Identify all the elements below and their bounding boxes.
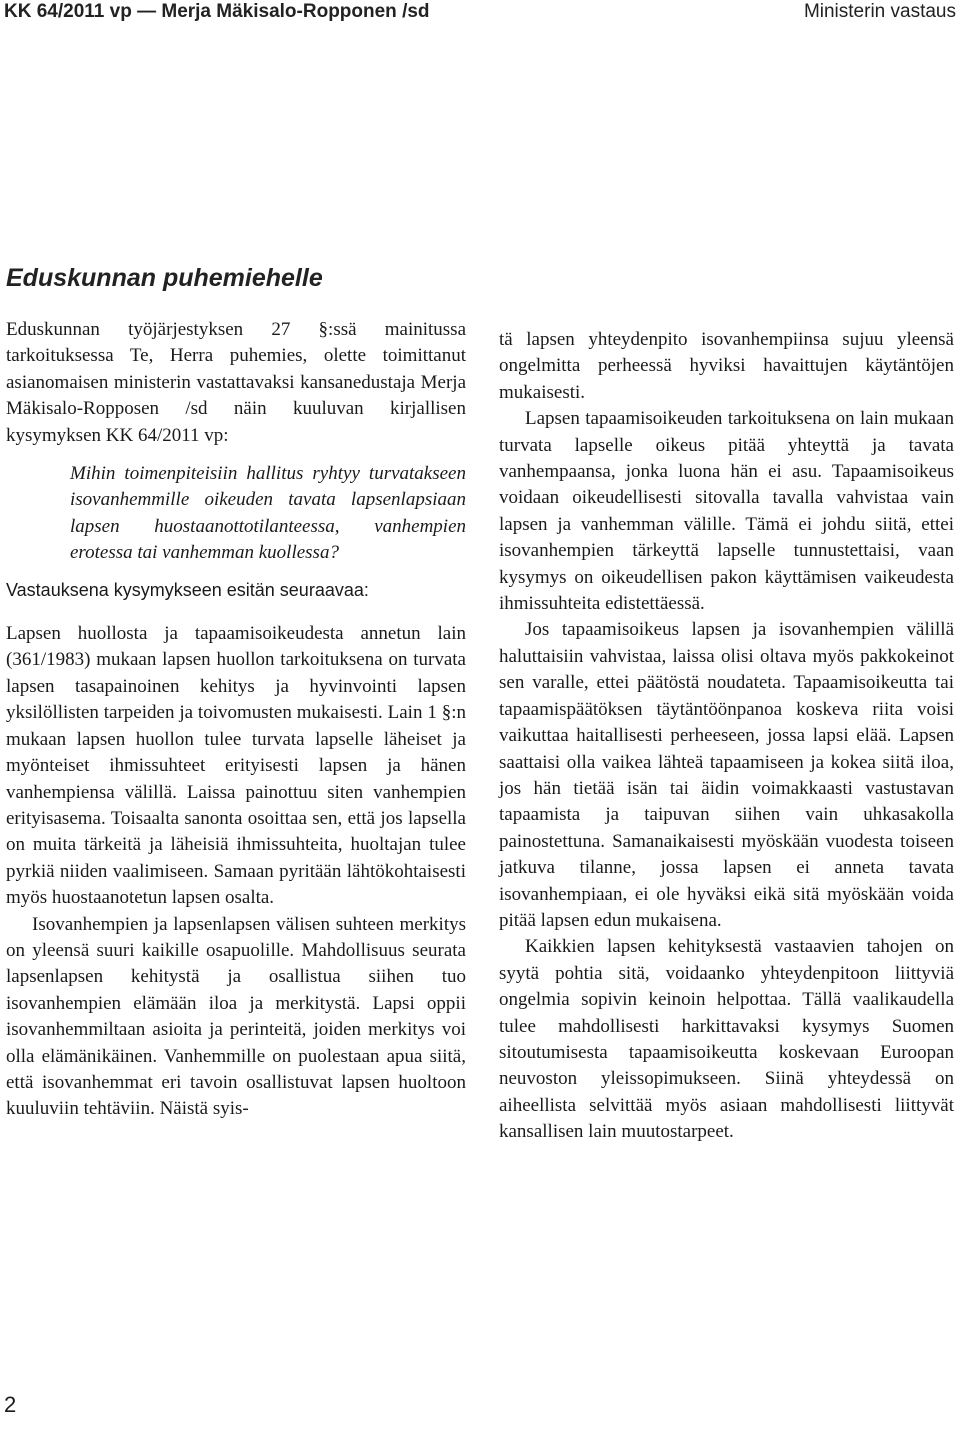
page-number: 2 [4, 1392, 17, 1417]
body-paragraph: Lapsen huollosta ja tapaamisoikeudesta annetun lain (361/1983) mukaan lapsen huollon tarkoituksena on turvata lapsen tasapainoinen kehitys ja hyvinvointi lapsen yksilöllisten tarpeiden ja toivomusten mukaisesti. Lain 1 §:n mukaan lapsen huollon tulee turvata lapselle läheiset ja myönteiset ihmissuhteet erityisesti lapsen ja hänen vanhempiensa välillä. Laissa painottuu siten vanhempien erityisasema. Toisaalta sanonta osoittaa sen, että jos lapsella on muita tärkeitä ja läheisiä ihmissuhteita, huoltajan tulee pyrkiä niiden vaalimiseen. Samaan pyritään lähtökohtaisesti myös huostaanotetun lapsen osalta. [6, 623, 466, 909]
question-text: Mihin toimenpiteisiin hallitus ryhtyy turvatakseen isovanhemmille oikeuden tavata lapsenlapsiaan lapsen huostaanottotilanteessa, vanhempien erotessa tai vanhemman kuollessa? [70, 463, 466, 564]
body-paragraph: Lapsen tapaamisoikeuden tarkoituksena on lain mukaan turvata lapselle oikeus pitää yhteyttä ja tavata vanhempaansa, jonka luona hän ei asu. Tapaamisoikeus voidaan oikeudellisesti sitovalla tavalla vahvistaa vain lapsen ja vanhemman välille. Tämä ei johdu siitä, ettei isovanhempien tärkeyttä lapselle tunnustettaisi, vaan kysymys on oikeudellisen pakon käyttämisen vaikeudesta ihmissuhteita edistettäessä. [499, 408, 954, 615]
right-column [499, 327, 954, 1146]
body-paragraph: tä lapsen yhteydenpito isovanhempiinsa sujuu yleensä ongelmitta perheessä hyviksi havaittujen käytäntöjen mukaisesti. [499, 329, 954, 403]
body-paragraph: Kaikkien lapsen kehityksestä vastaavien tahojen on syytä pohtia sitä, voidaanko yhteydenpitoon liittyviä ongelmia sopivin keinoin helpottaa. Tällä vaalikaudella tulee mahdollisesti harkittavaksi kysymys Suomen sitoutumisesta tapaamisoikeutta koskevaan Euroopan neuvoston yleissopimukseen. Siinä yhteydessä on aiheellista selvittää myös asiaan mahdollisesti liittyvät kansallisen lain muutostarpeet. [499, 936, 954, 1143]
page-header [4, 0, 956, 28]
header-document-id: KK 64/2011 vp — Merja Mäkisalo-Ropponen /sd [4, 1, 430, 22]
left-column [6, 317, 466, 1123]
body-paragraph: Jos tapaamisoikeus lapsen ja isovanhempien välillä haluttaisiin vahvistaa, laissa olisi oltava myös pakkokeinot sen varalle, ettei päätöstä noudateta. Tapaamisoikeutta tai tapaamispäätöksen täytäntöönpanoa koskeva riita voisi vaikuttaa haitallisesti perheeseen, jossa lapsi elää. Lapsen saattaisi olla vaikea lähteä tapaamiseen ja kokea siitä iloa, jos hän tietää isän tai äidin voimakkaasti vastustavan tapaamista ja taipuvan siihen vain uhkasakolla painostettuna. Samanaikaisesti myöskään vuodesta toiseen jatkuva tilanne, jossa lapsen ei anneta tavata isovanhempiaan, ei ole hyväksi eikä sitä myöskään voida pitää lapsen edun mukaisena. [499, 619, 954, 931]
intro-paragraph: Eduskunnan työjärjestyksen 27 §:ssä mainitussa tarkoituksessa Te, Herra puhemies, olette toimittanut asianomaisen ministerin vastattavaksi kansanedustaja Merja Mäkisalo-Ropposen /sd näin kuuluvan kirjallisen kysymyksen KK 64/2011 vp: [6, 319, 466, 446]
addressee-heading: Eduskunnan puhemiehelle [6, 264, 323, 292]
answer-intro: Vastauksena kysymykseen esitän seuraavaa: [6, 579, 369, 600]
header-document-type: Ministerin vastaus [803, 1, 956, 22]
body-paragraph: Isovanhempien ja lapsenlapsen välisen suhteen merkitys on yleensä suuri kaikille osapuolille. Mahdollisuus seurata lapsenlapsen kehitystä ja osallistua siihen tuo isovanhempien elämään iloa ja merkitystä. Lapsi oppii isovanhemmiltaan asioita ja perinteitä, joiden merkitys voi olla elämänikäinen. Vanhemmille on puolestaan apua siitä, että isovanhemmat eri tavoin osallistuvat lapsen huoltoon kuuluviin tehtäviin. Näistä syis- [6, 913, 466, 1120]
